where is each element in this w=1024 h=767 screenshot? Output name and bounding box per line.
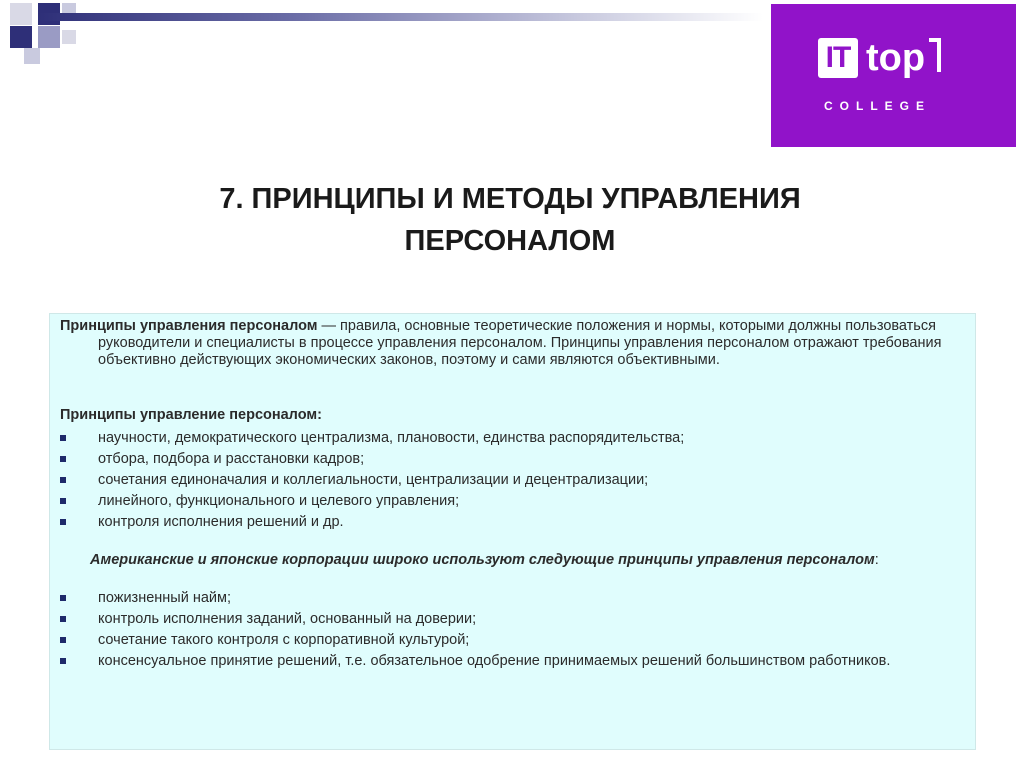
- bullet-icon: [60, 595, 66, 601]
- bullet-icon: [60, 616, 66, 622]
- bullet-icon: [60, 637, 66, 643]
- list-item: сочетание такого контроля с корпоративной культурой;: [60, 632, 960, 649]
- decor-square: [38, 26, 60, 48]
- slide-title: [120, 178, 900, 262]
- decor-square: [10, 26, 32, 48]
- list-item: пожизненный найм;: [60, 590, 960, 607]
- list-item: отбора, подбора и расстановки кадров;: [60, 451, 960, 468]
- bullet-icon: [60, 498, 66, 504]
- header-gradient-bar: [38, 13, 763, 21]
- bullet-icon: [60, 519, 66, 525]
- list-item: консенсуальное принятие решений, т.е. обязательное одобрение принимаемых решений большинством работников.: [60, 653, 960, 670]
- list-item: научности, демократического централизма, плановости, единства распорядительства;: [60, 430, 960, 447]
- decor-square: [24, 48, 40, 64]
- title-line-2: ПЕРСОНАЛОМ: [404, 225, 616, 257]
- decor-square: [62, 30, 76, 44]
- logo-bracket-icon: [929, 38, 941, 72]
- logo-badge: IT: [818, 38, 858, 78]
- definition-text: — правила, основные теоретические положения и нормы, которыми должны пользоваться руководители и специалисты в процессе управления персоналом. Принципы управления персоналом отражают требования объективно действующих экономических законов, поэтому и сами являются объективными.: [98, 318, 942, 368]
- content-panel: [49, 313, 976, 750]
- american-heading: Американские и японские корпорации широко используют следующие принципы управления персоналом:: [90, 552, 879, 568]
- bullet-icon: [60, 435, 66, 441]
- american-list: [60, 590, 960, 674]
- it-top-college-logo: [771, 4, 1016, 147]
- bullet-icon: [60, 477, 66, 483]
- decor-square: [10, 3, 32, 25]
- list-item: контроль исполнения заданий, основанный на доверии;: [60, 611, 960, 628]
- definition-lead: Принципы управления персоналом: [60, 318, 318, 334]
- list-item: контроля исполнения решений и др.: [60, 514, 960, 531]
- logo-word: top: [866, 37, 926, 79]
- list-item: сочетания единоначалия и коллегиальности, централизации и децентрализации;: [60, 472, 960, 489]
- principles-list: [60, 430, 960, 535]
- title-line-1: 7. ПРИНЦИПЫ И МЕТОДЫ УПРАВЛЕНИЯ: [219, 183, 801, 215]
- bullet-icon: [60, 658, 66, 664]
- list-item: линейного, функционального и целевого управления;: [60, 493, 960, 510]
- definition-paragraph: [60, 318, 998, 369]
- logo-subtitle: COLLEGE: [824, 99, 932, 113]
- principles-heading: Принципы управление персоналом:: [60, 407, 322, 423]
- bullet-icon: [60, 456, 66, 462]
